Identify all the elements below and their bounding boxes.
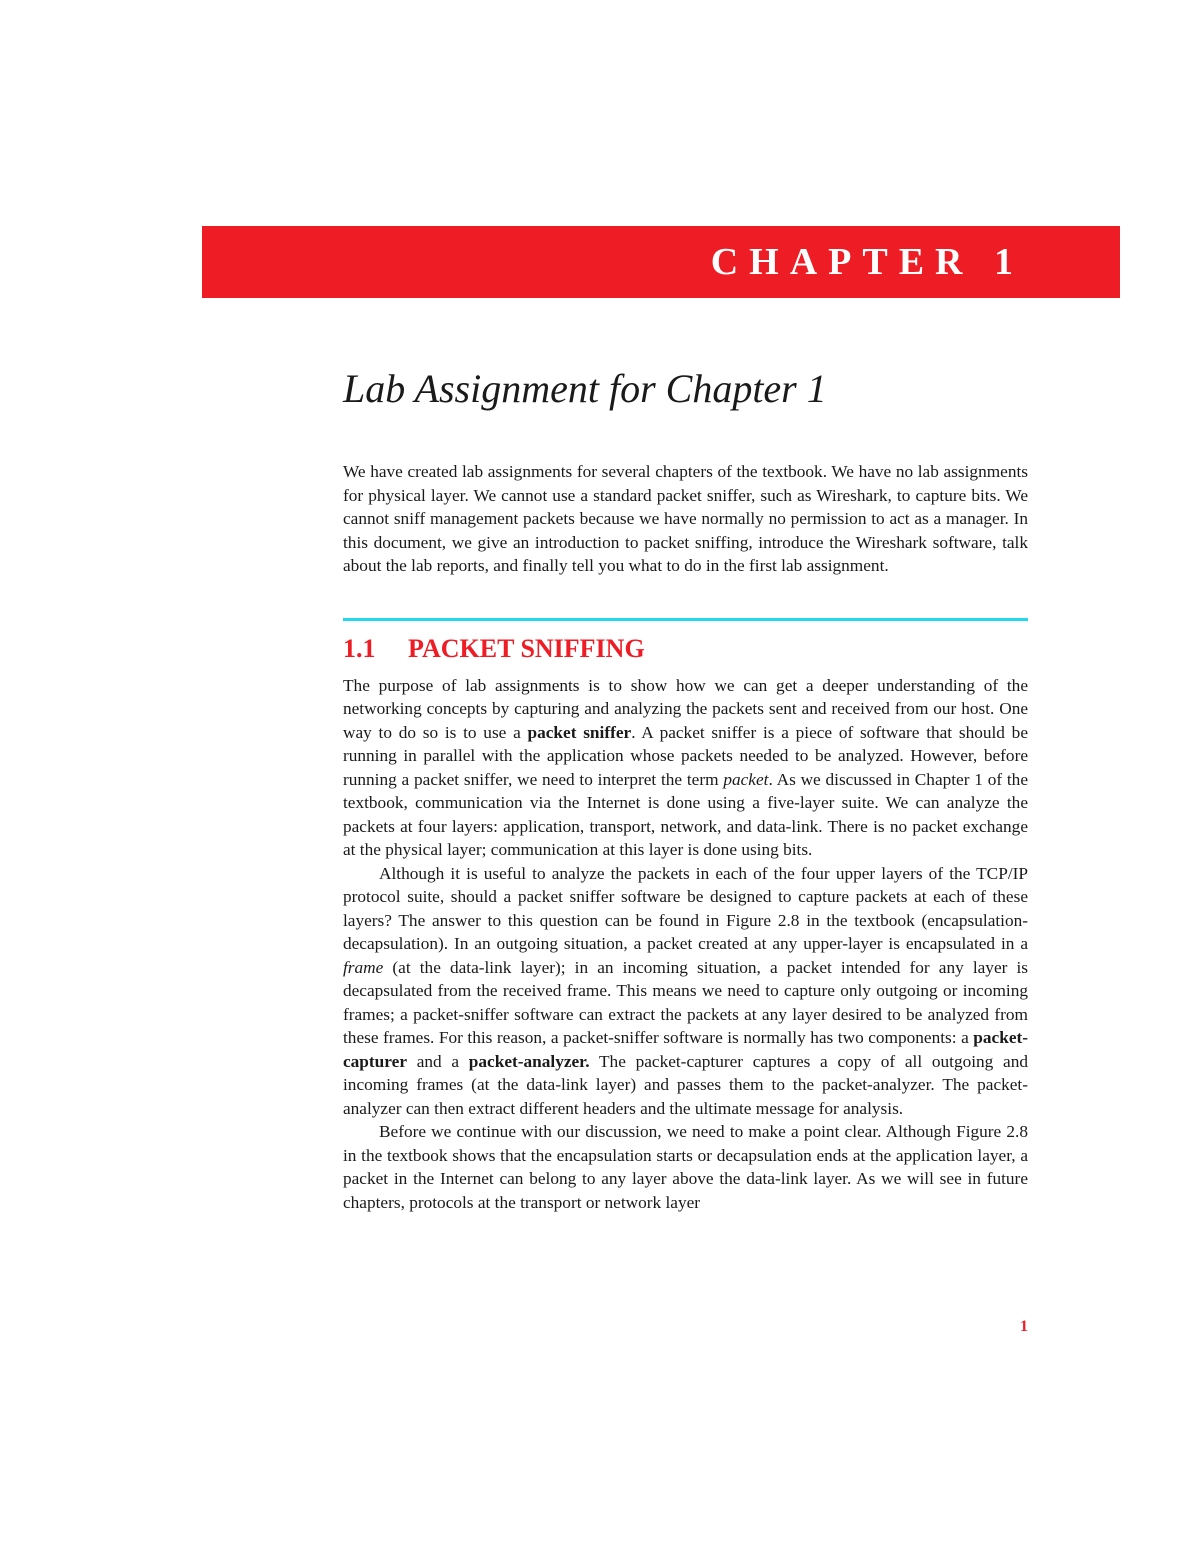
page-title: Lab Assignment for Chapter 1 — [343, 366, 827, 411]
paragraph-packet-sniffing-1 — [343, 674, 1028, 862]
chapter-label: CHAPTER 1 — [710, 241, 1024, 283]
chapter-banner — [202, 226, 1120, 298]
section-number: 1.1 — [343, 633, 376, 663]
paragraph-packet-sniffing-2 — [343, 862, 1028, 1121]
text-run: (at the data-link layer); in an incoming situation, a packet intended for any layer is decapsulated from the received frame. This means we need to capture only outgoing or incoming frames; a packet-sniffer software can extract the packets at any layer desired to be analyzed from these frames. For this reason, a packet-sniffer software is normally has two components: a — [343, 957, 1028, 1047]
page-content — [343, 356, 1028, 1214]
text-run: . As we discussed in Chapter 1 of the textbook, communication via the Internet is done using a five-layer suite. We can analyze the packets at four layers: application, transport, network, and data-link. There is no packet exchange at the physical layer; communication at this layer is done using bits. — [343, 769, 1028, 859]
intro-paragraph: We have created lab assignments for several chapters of the textbook. We have no lab assignments for physical layer. We cannot use a standard packet sniffer, such as Wireshark, to capture bits. We cannot sniff management packets because we have normally no permission to act as a manager. In this document, we give an introduction to packet sniffing, introduce the Wireshark software, talk about the lab reports, and finally tell you what to do in the first lab assignment. — [343, 462, 1028, 575]
term-frame: frame — [343, 957, 384, 977]
term-packet-analyzer: packet-analyzer. — [468, 1051, 590, 1071]
term-packet-capturer: packet-capturer — [343, 1028, 1028, 1071]
text-run: The packet-capturer captures a copy of all outgoing and incoming frames (at the data-link layer) and passes them to the packet-analyzer. The packet-analyzer can then extract different headers and the ultimate message for analysis. — [343, 1051, 1028, 1118]
text-run: . A packet sniffer is a piece of software that should be running in parallel with the application whose packets needed to be analyzed. However, before running a packet sniffer, we need to interpret the term — [343, 722, 1028, 789]
page-number: 1 — [1020, 1318, 1028, 1335]
text-run: and a — [407, 1051, 469, 1071]
paragraph-packet-sniffing-3: Before we continue with our discussion, we need to make a point clear. Although Figure 2.8 in the textbook shows that the encapsulation starts or decapsulation ends at the application layer, a packet in the Internet can belong to any layer above the data-link layer. As we will see in future chapters, protocols at the transport or network layer — [343, 1122, 1028, 1212]
term-packet-sniffer: packet sniffer — [527, 722, 632, 742]
term-packet: packet — [723, 769, 769, 789]
section-divider — [343, 618, 1028, 621]
text-run: The purpose of lab assignments is to show how we can get a deeper understanding of the networking concepts by capturing and analyzing the packets sent and received from our host. One way to do so is to use a — [343, 675, 1028, 742]
section-title: PACKET SNIFFING — [408, 633, 645, 663]
text-run: Although it is useful to analyze the packets in each of the four upper layers of the TCP/IP protocol suite, should a packet sniffer software be designed to capture packets at each of these layers? The answer to this question can be found in Figure 2.8 in the textbook (encapsulation-decapsulation). In an outgoing situation, a packet created at any upper-layer is encapsulated in a — [343, 863, 1028, 953]
section-heading — [343, 633, 1028, 665]
